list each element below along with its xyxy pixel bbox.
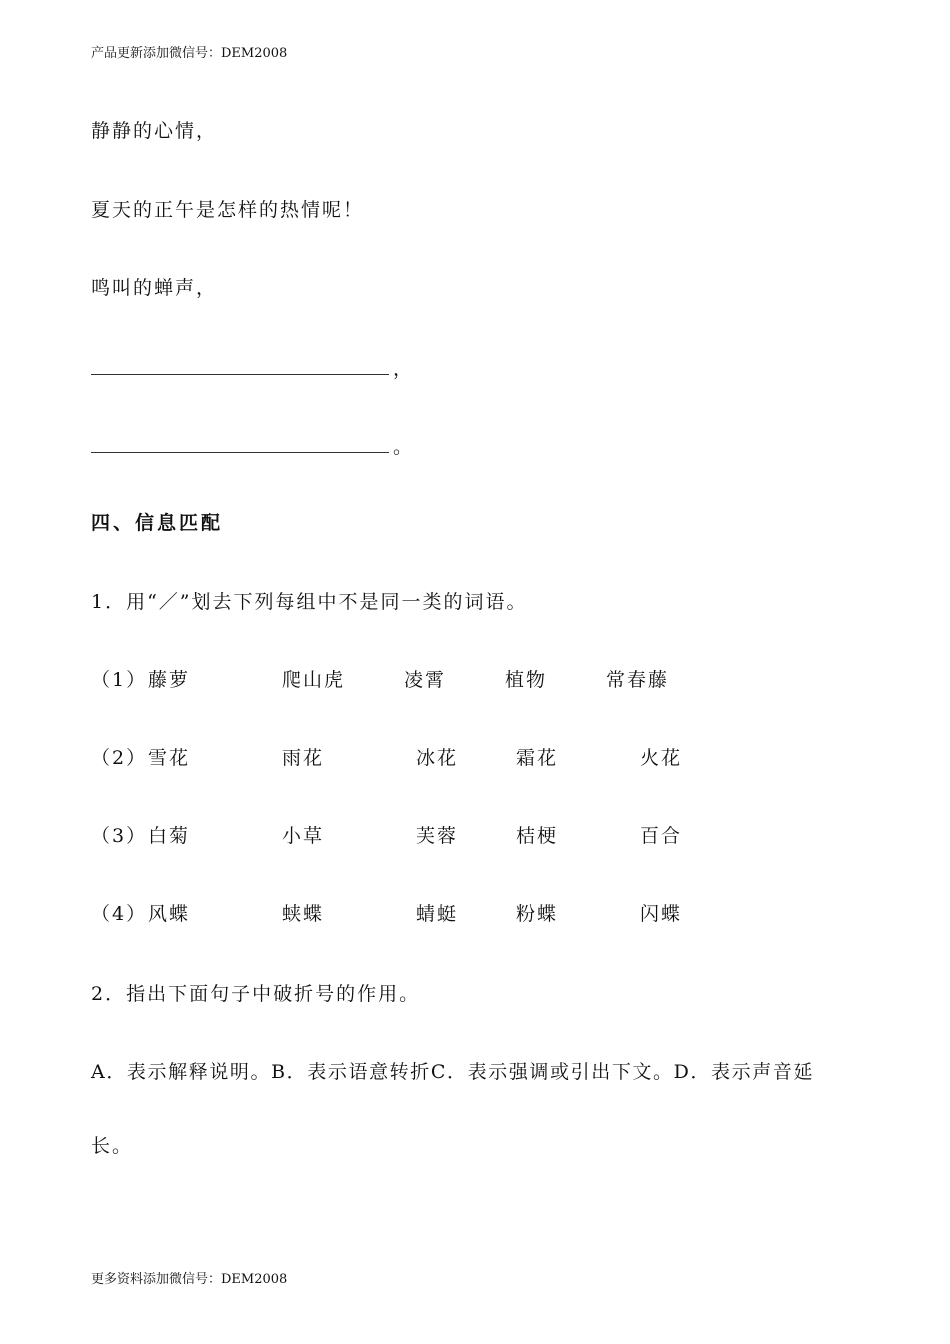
page-footer: 更多资料添加微信号：DEM2008 bbox=[91, 1272, 288, 1287]
blank-punctuation: 。 bbox=[393, 436, 413, 458]
word-item[interactable]: 雪花 bbox=[148, 747, 191, 769]
poem-line-2: 夏天的正午是怎样的热情呢！ bbox=[91, 199, 365, 221]
group-number: （4） bbox=[91, 903, 148, 925]
word-group-row bbox=[0, 743, 950, 773]
word-item[interactable]: 风蝶 bbox=[148, 903, 191, 925]
poem-line-1: 静静的心情， bbox=[91, 120, 218, 142]
fill-blank-2[interactable] bbox=[91, 432, 412, 459]
group-number: （3） bbox=[91, 825, 148, 847]
fill-blank-1[interactable] bbox=[91, 354, 412, 381]
word-item[interactable]: 蛱蝶 bbox=[282, 903, 325, 925]
word-item[interactable]: 蜻蜓 bbox=[416, 903, 459, 925]
section-title: 四、信息匹配 bbox=[91, 512, 224, 534]
question-2-options: A．表示解释说明。B．表示语意转折C．表示强调或引出下文。D．表示声音延 bbox=[91, 1061, 815, 1083]
blank-underline[interactable] bbox=[91, 451, 389, 453]
word-item[interactable]: 白菊 bbox=[148, 825, 191, 847]
word-item[interactable]: 爬山虎 bbox=[282, 669, 346, 691]
page-header: 产品更新添加微信号：DEM2008 bbox=[91, 46, 288, 61]
word-item[interactable]: 小草 bbox=[282, 825, 325, 847]
word-item[interactable]: 植物 bbox=[505, 669, 548, 691]
word-item[interactable]: 冰花 bbox=[416, 747, 459, 769]
blank-underline[interactable] bbox=[91, 373, 389, 375]
word-group-row bbox=[0, 821, 950, 851]
word-item[interactable]: 火花 bbox=[640, 747, 683, 769]
word-item[interactable]: 百合 bbox=[640, 825, 683, 847]
word-item[interactable]: 桔梗 bbox=[516, 825, 559, 847]
word-item[interactable]: 藤萝 bbox=[148, 669, 191, 691]
question-2-prompt: 2．指出下面句子中破折号的作用。 bbox=[91, 983, 421, 1005]
word-group-row bbox=[0, 665, 950, 695]
blank-punctuation: ， bbox=[393, 358, 413, 380]
group-number: （2） bbox=[91, 747, 148, 769]
word-item[interactable]: 粉蝶 bbox=[516, 903, 559, 925]
word-item[interactable]: 闪蝶 bbox=[640, 903, 683, 925]
poem-line-3: 鸣叫的蝉声， bbox=[91, 277, 218, 299]
word-item[interactable]: 霜花 bbox=[516, 747, 559, 769]
word-item[interactable]: 芙蓉 bbox=[416, 825, 459, 847]
word-item[interactable]: 常春藤 bbox=[606, 669, 670, 691]
word-item[interactable]: 雨花 bbox=[282, 747, 325, 769]
group-number: （1） bbox=[91, 669, 148, 691]
word-item[interactable]: 凌霄 bbox=[404, 669, 447, 691]
word-group-row bbox=[0, 899, 950, 929]
question-1-prompt: 1．用“／”划去下列每组中不是同一类的词语。 bbox=[91, 591, 528, 613]
question-2-options-continued: 长。 bbox=[91, 1135, 134, 1157]
